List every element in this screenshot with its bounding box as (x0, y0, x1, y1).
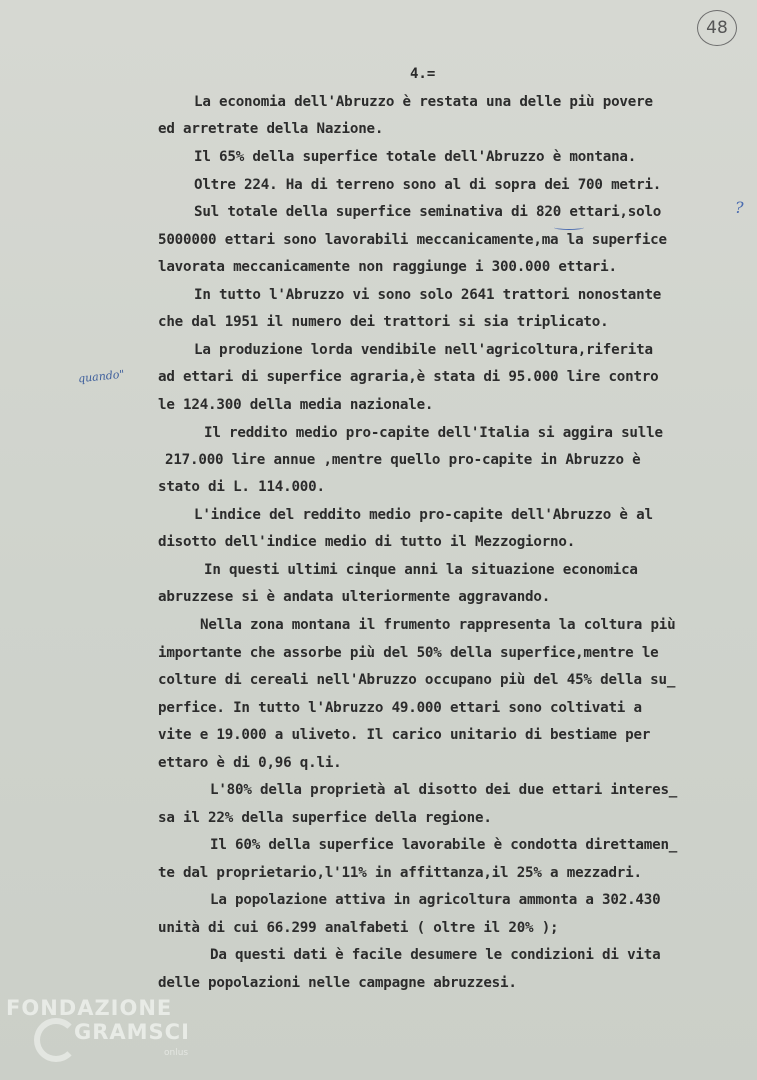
text-line: In questi ultimi cinque anni la situazione economica (204, 562, 638, 578)
text-line: delle popolazioni nelle campagne abruzzesi. (158, 975, 517, 991)
text-line: Il reddito medio pro-capite dell'Italia si aggira sulle (204, 425, 663, 441)
text-line: Nella zona montana il frumento rappresenta la coltura più (200, 617, 676, 633)
text-line: Da questi dati è facile desumere le condizioni di vita (210, 947, 661, 963)
text-line: te dal proprietario,l'11% in affittanza,il 25% a mezzadri. (158, 865, 642, 881)
text-line: In tutto l'Abruzzo vi sono solo 2641 trattori nonostante (194, 287, 662, 303)
watermark-suffix: onlus (164, 1048, 189, 1058)
text-line: stato di L. 114.000. (158, 479, 325, 495)
text-line: importante che assorbe più del 50% della superfice,mentre le (158, 645, 659, 661)
text-line: Sul totale della superfice seminativa di 820 ettari,solo (194, 204, 662, 220)
text-line: unità di cui 66.299 analfabeti ( oltre il 20% ); (158, 920, 559, 936)
handwritten-underline (554, 225, 584, 230)
text-line: ettaro è di 0,96 q.li. (158, 755, 342, 771)
page-header-number: 4.= (410, 66, 436, 82)
text-line: ed arretrate della Nazione. (158, 121, 384, 137)
text-line: colture di cereali nell'Abruzzo occupano più del 45% della su_ (158, 672, 676, 688)
gramsci-logo-icon (34, 1018, 78, 1062)
text-line: L'80% della proprietà al disotto dei due ettari interes_ (210, 782, 678, 798)
page-number-stamp: 48 (697, 10, 737, 46)
text-line: Oltre 224. Ha di terreno sono al di sopra dei 700 metri. (194, 177, 662, 193)
text-line: sa il 22% della superfice della regione. (158, 810, 492, 826)
text-line: L'indice del reddito medio pro-capite dell'Abruzzo è al (194, 507, 653, 523)
text-line: La produzione lorda vendibile nell'agricoltura,riferita (194, 342, 653, 358)
text-line: La popolazione attiva in agricoltura ammonta a 302.430 (210, 892, 661, 908)
text-line: abruzzese si è andata ulteriormente aggravando. (158, 589, 551, 605)
text-line: Il 65% della superfice totale dell'Abruzzo è montana. (194, 149, 637, 165)
text-line: ad ettari di superfice agraria,è stata di 95.000 lire contro (158, 369, 659, 385)
text-line: perfice. In tutto l'Abruzzo 49.000 ettari sono coltivati a (158, 700, 642, 716)
text-line: 217.000 lire annue ,mentre quello pro-capite in Abruzzo è (165, 452, 641, 468)
text-line: 5000000 ettari sono lavorabili meccanicamente,ma la superfice (158, 232, 667, 248)
text-line: La economia dell'Abruzzo è restata una delle più povere (194, 94, 653, 110)
fondazione-gramsci-watermark (6, 996, 196, 1076)
text-line: Il 60% della superfice lavorabile è condotta direttamen_ (210, 837, 678, 853)
watermark-line2: GRAMSCI (74, 1020, 190, 1044)
text-line: vite e 19.000 a uliveto. Il carico unitario di bestiame per (158, 727, 651, 743)
text-line: disotto dell'indice medio di tutto il Mezzogiorno. (158, 534, 576, 550)
text-line: che dal 1951 il numero dei trattori si sia triplicato. (158, 314, 609, 330)
text-line: le 124.300 della media nazionale. (158, 397, 434, 413)
handwritten-question-mark: ? (735, 198, 744, 217)
handwritten-margin-note: quando" (77, 367, 126, 386)
text-line: lavorata meccanicamente non raggiunge i 300.000 ettari. (158, 259, 617, 275)
watermark-line1: FONDAZIONE (6, 996, 173, 1020)
